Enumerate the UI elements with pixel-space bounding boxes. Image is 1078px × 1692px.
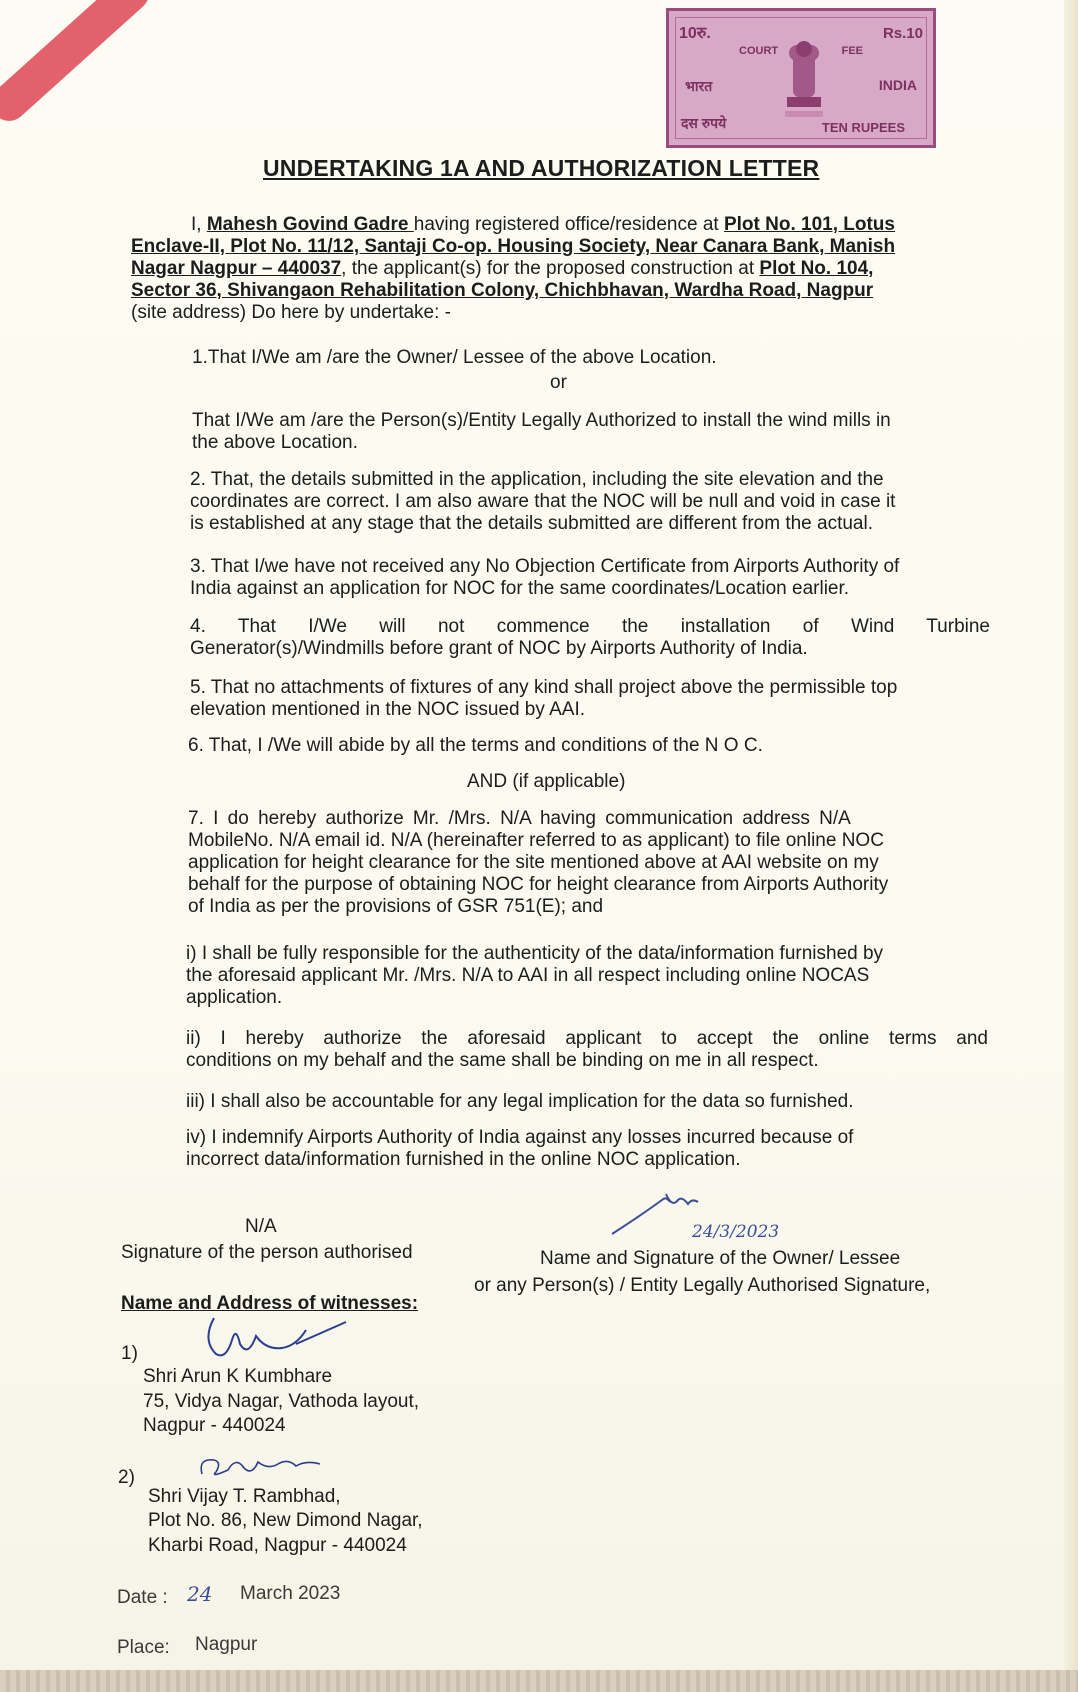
owner-signature-date: 24/3/2023 (692, 1222, 780, 1242)
page-edge (1064, 0, 1078, 1692)
item-5-line: 5. That no attachments of fixtures of any kind shall project above the permissible top (190, 677, 898, 698)
registered-address-end: Nagar Nagpur – 440037 (131, 258, 342, 279)
witness-1-city: Nagpur - 440024 (143, 1415, 286, 1436)
stamp-court: COURT (739, 45, 779, 57)
owner-signature-label-2: or any Person(s) / Entity Legally Authorised Signature, (474, 1275, 931, 1296)
item-6: 6. That, I /We will abide by all the terms and conditions of the N O C. (188, 735, 763, 756)
stamp-value-hindi: 10रु. (679, 25, 711, 42)
intro-text: having registered office/residence at (413, 214, 724, 235)
site-address: Plot No. 104, (759, 258, 874, 279)
item-i-line: the aforesaid applicant Mr. /Mrs. N/A to AAI in all respect including online NOCAS (186, 965, 870, 986)
item-7-line: MobileNo. N/A email id. N/A (hereinafter referred to as applicant) to file online NOC (188, 830, 884, 851)
item-iv (186, 1127, 988, 1171)
item-2-line: coordinates are correct. I am also aware that the NOC will be null and void in case it (190, 491, 896, 512)
item-1b (192, 410, 990, 454)
witness-1-address: 75, Vidya Nagar, Vathoda layout, (143, 1391, 420, 1412)
item-3-line: India against an application for NOC for the same coordinates/Location earlier. (190, 578, 850, 599)
item-iv-line: incorrect data/information furnished in the online NOC application. (186, 1149, 741, 1170)
intro-pronoun: I, (191, 214, 207, 235)
item-2-line: 2. That, the details submitted in the application, including the site elevation and the (190, 469, 884, 490)
item-iv-line: iv) I indemnify Airports Authority of India against any losses incurred because of (186, 1127, 854, 1148)
applicant-name: Mahesh Govind Gadre (206, 214, 414, 235)
stamp-fee: FEE (841, 45, 863, 57)
item-1: 1.That I/We am /are the Owner/ Lessee of the above Location. (192, 347, 717, 368)
witness-2-signature-icon (192, 1446, 332, 1486)
item-7-line: of India as per the provisions of GSR 751(E); and (188, 896, 604, 917)
stamp-amount-english: TEN RUPEES (821, 120, 905, 135)
item-7-line: application for height clearance for the site mentioned above at AAI website on my (188, 852, 879, 873)
item-1b-line: That I/We am /are the Person(s)/Entity Legally Authorized to install the wind mills in (192, 410, 891, 431)
item-i (186, 943, 988, 1009)
item-5 (190, 677, 990, 721)
witness-1-name: Shri Arun K Kumbhare (143, 1366, 333, 1387)
item-or: or (550, 372, 567, 393)
item-ii (186, 1028, 988, 1072)
stamp-amount-hindi: दस रुपये (681, 115, 727, 131)
witness-1-number: 1) (121, 1343, 138, 1364)
item-4-line: Generator(s)/Windmills before grant of NOC by Airports Authority of India. (190, 638, 808, 659)
registered-address-cont: Enclave-II, Plot No. 11/12, Santaji Co-op. Housing Society, Near Canara Bank, Manish (131, 236, 896, 257)
item-3 (190, 556, 990, 600)
item-2 (190, 469, 990, 535)
stamp-country-english: INDIA (878, 77, 917, 93)
and-if-applicable: AND (if applicable) (467, 771, 626, 792)
place-value: Nagpur (195, 1634, 258, 1655)
item-1b-line: the above Location. (192, 432, 358, 453)
intro-undertake: (site address) Do here by undertake: - (131, 302, 451, 323)
item-i-line: i) I shall be fully responsible for the authenticity of the data/information furnished by (186, 943, 884, 964)
item-7 (188, 808, 988, 918)
witness-2-city: Kharbi Road, Nagpur - 440024 (148, 1535, 407, 1556)
ashoka-emblem-icon (779, 35, 829, 123)
authorised-signature-value: N/A (245, 1216, 277, 1237)
witness-2-name: Shri Vijay T. Rambhad, (148, 1486, 341, 1507)
item-4 (190, 616, 990, 660)
witness-2-address: Plot No. 86, New Dimond Nagar, (148, 1510, 423, 1531)
item-7-line: behalf for the purpose of obtaining NOC for height clearance from Airports Authority (188, 874, 889, 895)
place-label: Place: (117, 1637, 170, 1658)
item-ii-line: ii) I hereby authorize the aforesaid applicant to accept the online terms and (186, 1028, 988, 1049)
court-fee-stamp (666, 8, 936, 148)
item-ii-line: conditions on my behalf and the same shall be binding on me in all respect. (186, 1050, 819, 1071)
item-iii: iii) I shall also be accountable for any legal implication for the data so furnished. (186, 1091, 854, 1112)
intro-text-2: , the applicant(s) for the proposed construction at (341, 258, 760, 279)
witness-1-signature-icon (196, 1300, 356, 1370)
item-2-line: is established at any stage that the details submitted are different from the actual. (190, 513, 873, 534)
registered-address: Plot No. 101, Lotus (723, 214, 895, 235)
document-title: UNDERTAKING 1A AND AUTHORIZATION LETTER (263, 155, 820, 181)
item-4-line: 4. That I/We will not commence the installation of Wind Turbine (190, 616, 990, 637)
site-address-cont: Sector 36, Shivangaon Rehabilitation Colony, Chichbhavan, Wardha Road, Nagpur (131, 280, 874, 301)
stamp-country-hindi: भारत (685, 78, 713, 94)
date-month-year: March 2023 (240, 1583, 341, 1604)
witness-2-number: 2) (118, 1467, 135, 1488)
item-i-line: application. (186, 987, 283, 1008)
item-7-line: 7. I do hereby authorize Mr. /Mrs. N/A having communication address N/A (188, 808, 851, 829)
authorised-signature-label: Signature of the person authorised (121, 1242, 413, 1263)
intro-paragraph (131, 214, 991, 324)
owner-signature-label: Name and Signature of the Owner/ Lessee (540, 1248, 901, 1269)
item-5-line: elevation mentioned in the NOC issued by AAI. (190, 699, 586, 720)
date-label: Date : (117, 1587, 168, 1608)
date-day: 24 (187, 1582, 213, 1606)
page-bottom-edge (0, 1670, 1078, 1692)
item-3-line: 3. That I/we have not received any No Objection Certificate from Airports Authority of (190, 556, 900, 577)
witnesses-heading: Name and Address of witnesses: (121, 1293, 419, 1314)
stamp-value-english: Rs.10 (882, 25, 923, 42)
